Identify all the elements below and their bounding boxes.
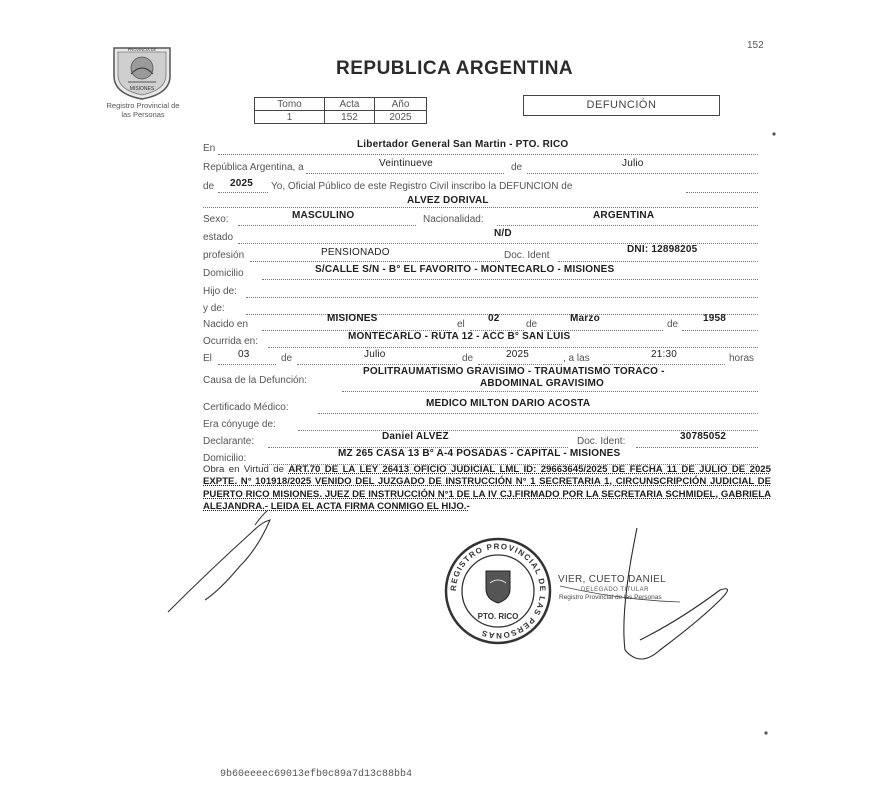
punch-dot-bottom: [764, 731, 767, 734]
field-sexo: MASCULINO: [292, 210, 355, 221]
field-dia: Veintinueve: [379, 158, 433, 169]
field-nacionalidad: ARGENTINA: [593, 210, 655, 221]
field-ocurrida: MONTECARLO - RUTA 12 - ACC B° SAN LUIS: [348, 331, 571, 342]
official-org: Registro Provincial de las Personas: [559, 594, 662, 601]
seal-text-top: PROVINCIA DE: [127, 47, 157, 52]
field-dni: DNI: 12898205: [627, 244, 698, 255]
field-declarante-dom: MZ 265 CASA 13 B° A-4 POSADAS - CAPITAL - MISIONES: [338, 448, 621, 459]
label-declarante: Declarante:: [203, 436, 255, 447]
record-value-tomo: 1: [255, 111, 325, 124]
field-mes: Julio: [622, 158, 644, 169]
obra-text: ART.70 DE LA LEY 26413 OFICIO JUDICIAL LML ID: 29663645/2025 DE FECHA 11 DE JULIO DE 2025 EXPTE. N° 101918/2025 VENIDO DEL JUZGADO DE INSTRUCCIÓN N° 1 SECRETARIA 1, CIRCUNSCRIPCIÓN JUDICIAL DE PUERTO RICO MISIONES. JUEZ DE INSTRUCCIÓN N°1 DE LA IV CJ.FIRMADO POR LA SECRETARIA SCHMIDEL, GABRIELA ALEJANDRA.- LEIDA EL ACTA FIRMA CONMIGO EL HIJO.-: [203, 464, 771, 513]
field-def-anio: 2025: [506, 349, 530, 360]
record-header-acta: Acta: [325, 98, 375, 111]
label-nacionalidad: Nacionalidad:: [423, 214, 484, 225]
label-de-a: de: [526, 319, 538, 330]
field-lugar: Libertador General San Martin - PTO. RICO: [357, 139, 569, 150]
field-anio: 2025: [230, 178, 254, 189]
label-de-2: de: [203, 181, 215, 192]
field-causa-1: POLITRAUMATISMO GRAVISIMO - TRAUMATISMO TORACO -: [363, 366, 665, 377]
official-role: DELEGADO TITULAR: [581, 587, 649, 593]
label-certificado: Certificado Médico:: [203, 402, 289, 413]
label-conyuge: Era cónyuge de:: [203, 419, 276, 430]
field-profesion: PENSIONADO: [321, 247, 390, 258]
label-a-las: , a las: [563, 353, 590, 364]
label-domicilio: Domicilio: [203, 268, 244, 279]
label-y-de: y de:: [203, 303, 225, 314]
label-doc-ident-2: Doc. Ident:: [577, 436, 626, 447]
punch-dot-top: [772, 132, 775, 135]
record-value-acta: 152: [325, 111, 375, 124]
field-def-hora: 21:30: [651, 349, 678, 360]
official-name: VIER, CUETO DANIEL: [558, 574, 667, 585]
label-causa: Causa de la Defunción:: [203, 375, 307, 386]
field-declarante: Daniel ALVEZ: [382, 431, 449, 442]
document-hash: 9b60eeeec69013efb0c89a7d13c88bb4: [220, 769, 413, 780]
record-header-anio: Año: [375, 98, 427, 111]
label-sexo: Sexo:: [203, 214, 229, 225]
seal-text-bottom: MISIONES: [129, 86, 155, 92]
field-causa-2: ABDOMINAL GRAVISIMO: [480, 378, 604, 389]
label-yo: Yo, Oficial Público de este Registro Civil inscribo la DEFUNCION de: [271, 181, 573, 192]
label-de-1: de: [511, 162, 523, 173]
label-ocurrida: Ocurrida en:: [203, 336, 259, 347]
label-domicilio-2: Domicilio:: [203, 453, 247, 464]
field-nacido-lugar: MISIONES: [327, 313, 378, 324]
registry-line-1: Registro Provincial de: [106, 101, 180, 110]
label-de-d: de: [462, 353, 474, 364]
label-el: el: [457, 319, 465, 330]
official-stamp: [442, 535, 554, 647]
field-def-dia: 03: [238, 349, 250, 360]
field-nacido-anio: 1958: [703, 313, 727, 324]
label-de-c: de: [281, 353, 293, 364]
label-republica: República Argentina, a: [203, 162, 304, 173]
field-nacido-dia: 02: [488, 313, 500, 324]
label-en: En: [203, 143, 216, 154]
left-signature-tail: [255, 510, 268, 525]
field-nombre: ALVEZ DORIVAL: [407, 195, 489, 206]
field-def-mes: Julio: [364, 349, 386, 360]
label-el-2: El: [203, 353, 212, 364]
page-number: 152: [747, 40, 764, 51]
stamp-ring-text: REGISTRO PROVINCIAL DE LAS PERSONAS: [448, 541, 548, 641]
label-nacido: Nacido en: [203, 319, 249, 330]
field-certificado: MEDICO MILTON DARIO ACOSTA: [426, 398, 591, 409]
field-domicilio: S/CALLE S/N - B° EL FAVORITO - MONTECARLO - MISIONES: [315, 264, 615, 275]
record-header-tomo: Tomo: [255, 98, 325, 111]
label-de-b: de: [667, 319, 679, 330]
label-hijo: Hijo de:: [203, 286, 237, 297]
page-title: REPUBLICA ARGENTINA: [336, 58, 574, 79]
label-doc-ident: Doc. Ident: [504, 250, 550, 261]
registry-line-2: las Personas: [121, 110, 165, 119]
stamp-center-text: PTO. RICO: [477, 612, 519, 621]
left-signature: [168, 520, 270, 612]
label-profesion: profesión: [203, 250, 245, 261]
record-type-box: DEFUNCIÓN: [523, 95, 720, 116]
label-horas: horas: [729, 353, 755, 364]
field-nacido-mes: Marzo: [570, 313, 600, 324]
obra-prefix: Obra en Virtud de: [203, 464, 284, 475]
record-value-anio: 2025: [375, 111, 427, 124]
field-declarante-doc: 30785052: [680, 431, 727, 442]
label-estado: estado: [203, 232, 234, 243]
field-estado: N/D: [494, 228, 512, 239]
